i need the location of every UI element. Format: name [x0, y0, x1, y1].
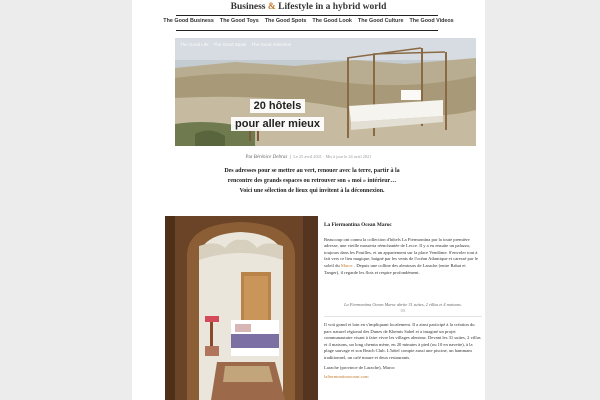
hero-title-line1: 20 hôtels: [250, 99, 306, 113]
hotel-website-link[interactable]: lafiermontinaocean.com: [324, 374, 369, 380]
hero-breadcrumb: [180, 42, 291, 47]
moroccan-archway-illustration: [165, 216, 318, 400]
main-nav: [132, 18, 485, 24]
article-intro: Des adresses pour se mettre au vert, renouer avec la terre, partir à la rencontre des grands espaces ou retrouver son « moi » intérieur… Voici une sélection de lieux qui invitent à la déconnexion.: [224, 168, 400, 194]
masthead[interactable]: [132, 0, 485, 13]
article-body: [324, 222, 482, 279]
photo-caption-text: La Fiermontina Ocean Maroc abrite 31 suites, 2 villas et 4 maisons.: [344, 302, 462, 307]
nav-good-toys[interactable]: The Good Toys: [219, 18, 259, 24]
nav-good-spots[interactable]: The Good Spots: [264, 18, 307, 24]
caption-divider: [324, 316, 482, 317]
hotel-paragraph-2: Il voit grand et loin en s'impliquant localement. Il a ainsi participé à la création du parc naturel régional des Dunes de Khemis Sahel et a imaginé un projet communautaire visant à faire vivre les villages alentour. Devant les 31 suites, 2 villas et 4 maisons, un long chemin mène, en 20 minutes à pied (ou 10 en navette), à la plage sauvage et son Beach Club. L'hôtel compte aussi une piscine, un hammam traditionnel, un café maure et deux restaurants.: [324, 322, 481, 360]
hero-title: [231, 96, 324, 132]
article-body-continued: [324, 322, 482, 384]
breadcrumb-good-selection[interactable]: The Good Selection: [251, 42, 292, 47]
hero-image: [175, 38, 476, 146]
photo-caption: [324, 302, 482, 314]
masthead-business: Business: [230, 2, 266, 12]
breadcrumb-good-life[interactable]: The Good Life: [180, 42, 209, 47]
byline-dates: Le 25 avril 2021 · Mis à jour le 24 avril 2021: [293, 154, 372, 159]
hotel-room-photo: [165, 216, 318, 400]
nav-bottom-rule: [176, 30, 438, 31]
nav-good-culture[interactable]: The Good Culture: [357, 18, 404, 24]
nav-good-business[interactable]: The Good Business: [163, 18, 214, 24]
hotel-paragraph-1-text: Beaucoup ont connu la collection d'hôtels La Fiermontina par la toute première adresse, une vieille masseria réenchantée de Lecce. Il y a eu ensuite un palazzo, toujours dans les Pouilles, et un appartement sur la place Vendôme. S'envoler tout à fait vers ce lieu magique, baigné par les vents de l'océan Atlantique et caressé par le soleil du: [324, 236, 478, 268]
byline-prefix: Par: [245, 155, 253, 160]
nav-good-look[interactable]: The Good Look: [312, 18, 352, 24]
byline-author[interactable]: Bérénice Debras: [253, 155, 288, 160]
hotel-paragraph-1: [324, 237, 482, 277]
article-page: [132, 0, 485, 400]
maroc-link[interactable]: Maroc: [340, 262, 353, 268]
hotel-paragraph-1-end: . Depuis une colline des alentours de Larache (entre Rabat et Tanger), il regarde les flots et respire profondément.: [324, 262, 466, 275]
hotel-address: Larache (province de Larache), Maroc: [324, 364, 395, 370]
hero-title-line2: pour aller mieux: [231, 117, 324, 131]
masthead-tagline: Lifestyle in a hybrid world: [278, 2, 387, 12]
photo-credit: DR: [400, 309, 406, 313]
hotel-heading: La Fiermontina Ocean Maroc: [324, 222, 392, 228]
masthead-ampersand: &: [267, 2, 276, 12]
hero-landscape-illustration: [175, 38, 476, 146]
top-rule: [176, 15, 438, 16]
nav-good-videos[interactable]: The Good Videos: [409, 18, 454, 24]
breadcrumb-good-spots[interactable]: The Good Spots: [213, 42, 247, 47]
byline: Par Bérénice Debras | Le 25 avril 2021 · Mis à jour le 24 avril 2021: [245, 154, 372, 160]
